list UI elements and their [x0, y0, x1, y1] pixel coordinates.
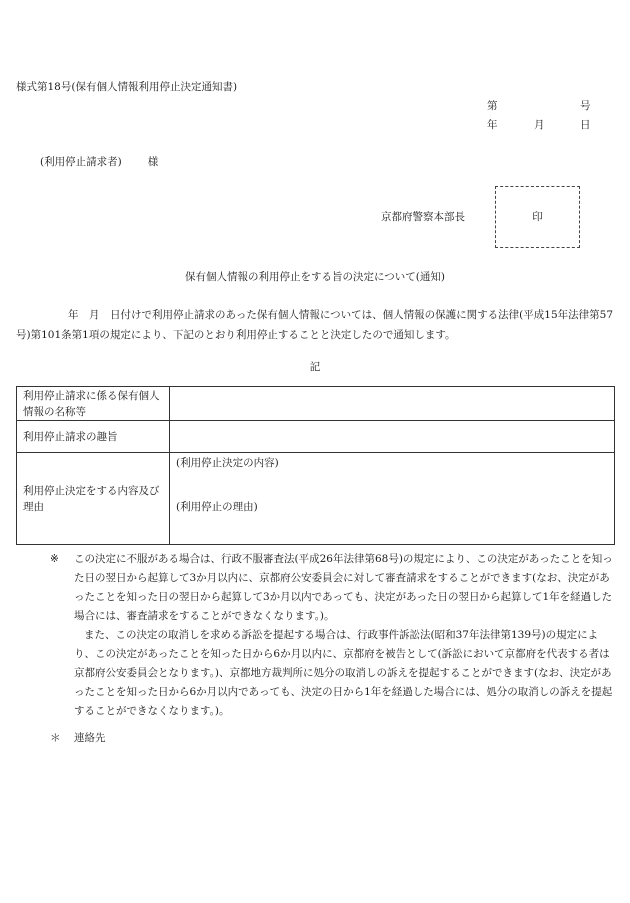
table-row [17, 421, 615, 453]
issuer-name: 京都府警察本部長 [381, 211, 465, 223]
seal-box [495, 186, 580, 248]
ki-heading: 記 [309, 361, 321, 373]
recipient-honorific: 様 [147, 156, 159, 168]
document-subject: 保有個人情報の利用停止をする旨の決定について(通知) [185, 271, 445, 283]
contact-mark: ＊ [50, 732, 61, 744]
note-appeal-text: この決定に不服がある場合は、行政不服審査法(平成26年法律第68号)の規定により、この決定があったことを知った日の翌日から起算して3か月以内に、京都府公安委員会に対して審査請求をすることができます(なお、決定があったことを知った日の翌日から起算して3か月以内であっても、決定があった日の翌日から起算して1年を経過した場合には、審査請求をすることができなくなります。)。 [74, 553, 613, 622]
table-row [17, 387, 615, 421]
seal-label: 印 [532, 210, 543, 223]
notes-section [50, 550, 617, 721]
note-mark: ※ [50, 553, 59, 565]
contact-label: 連絡先 [74, 732, 106, 744]
date-year: 年 [487, 119, 498, 131]
row-value-request-purpose [170, 421, 615, 453]
note-appeal [50, 550, 617, 626]
doc-number-suffix: 号 [580, 100, 591, 112]
date-day: 日 [580, 119, 591, 131]
body-paragraph: 年 月 日付けで利用停止請求のあった保有個人情報については、個人情報の保護に関する法律(平成15年法律第57号)第101条第1項の規定により、下記のとおり利用停止することと決定したので通知します。 [16, 309, 614, 341]
doc-number-prefix: 第 [487, 100, 498, 112]
decision-reason-heading: (利用停止の理由) [176, 501, 258, 513]
row-label-request-purpose: 利用停止請求の趣旨 [17, 421, 170, 453]
row-label-info-name: 利用停止請求に係る保有個人情報の名称等 [17, 387, 170, 421]
recipient-label: (利用停止請求者) [40, 156, 122, 168]
contact-line [50, 733, 106, 744]
row-value-decision-reason [170, 453, 615, 545]
decision-content-heading: (利用停止決定の内容) [176, 457, 279, 469]
info-table [16, 386, 615, 545]
date-month: 月 [534, 119, 545, 131]
row-label-decision-reason: 利用停止決定をする内容及び理由 [17, 453, 170, 545]
table-row [17, 453, 615, 545]
row-value-info-name [170, 387, 615, 421]
note-lawsuit: また、この決定の取消しを求める訴訟を提起する場合は、行政事件訴訟法(昭和37年法律第139号)の規定により、この決定があったことを知った日から6か月以内に、京都府を被告として(訴訟において京都府を代表する者は京都府公安委員会となります。)、京都地方裁判所に処分の取消しの訴えを提起することができます(なお、決定があったことを知った日から6か月以内であっても、決定の日から1年を経過した場合には、処分の取消しの訴えを提起することができなくなります。)。 [74, 629, 613, 717]
form-title: 様式第18号(保有個人情報利用停止決定通知書) [16, 81, 238, 93]
recipient-line [40, 157, 158, 168]
